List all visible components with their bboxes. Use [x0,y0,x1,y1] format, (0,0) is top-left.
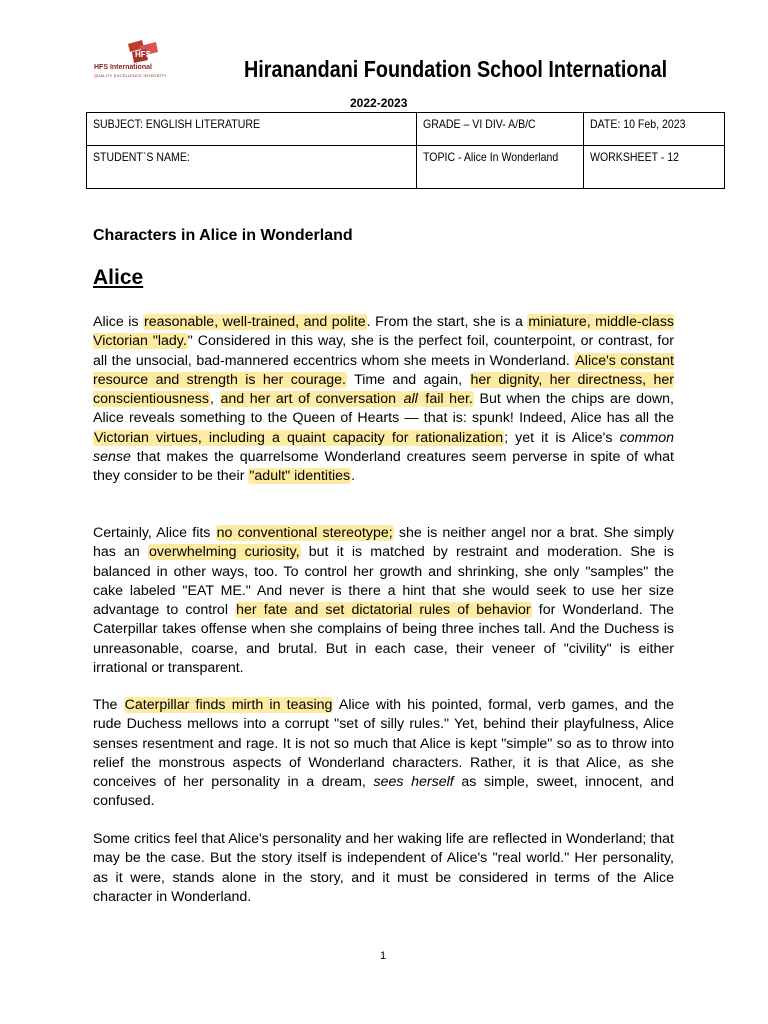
academic-year: 2022-2023 [350,96,408,110]
date-cell: DATE: 10 Feb, 2023 [583,113,724,146]
highlighted-text: and her art of conversation [220,391,402,408]
highlighted-text: overwhelming curiosity, [148,544,300,561]
paragraph-4 [93,830,674,907]
text-run: " Considered in this way, she is the perfect foil, counterpoint, or contrast, for all the unsocial, bad-mannered eccentrics whom she meets in Wonderland. [93,333,674,369]
info-row [87,113,725,146]
logo-subtext: QUALITY EXCELLENCE INTEGRITY [94,73,167,78]
text-run: But when the chips are down, Alice reveals something to the Queen of Hearts — that is: spunk! Indeed, Alice has all the [93,391,674,427]
svg-text:HFS: HFS [135,50,151,59]
text-run: as simple, sweet, innocent, and confused. [93,774,675,810]
text-run: Some critics feel that Alice's personality and her waking life are reflected in Wonderland; that may be the case. But the story itself is independent of Alice's "real world." Her personality, as it were, stands alone in the story, and it must be considered in terms of the Alice character in Wonderland. [93,831,674,905]
highlighted-text: fail her. [419,391,473,408]
text-run: The [93,697,124,713]
highlighted-text: her dignity, her directness, her conscientiousness [93,371,674,408]
topic-cell: TOPIC - Alice In Wonderland [417,146,584,189]
text-run: but it is matched by restraint and moderation. She is balanced in other ways, too. To control her growth and shrinking, she only "samples" the cake labeled "EAT ME." And never is there a hint that she would seek to use her size advantage to control [93,544,674,619]
paragraph-1 [93,313,674,487]
section-title: Characters in Alice in Wonderland [93,227,353,244]
highlighted-text: reasonable, well-trained, and polite [143,314,366,330]
text-run: . From the start, she is a [366,314,528,330]
student-name-cell[interactable]: STUDENT`S NAME: [87,146,417,189]
paragraph-2 [93,524,674,678]
text-run: , [209,391,220,408]
highlighted-text: miniature, middle-class Victorian "lady. [93,314,675,350]
text-run: Certainly, Alice fits [93,525,216,541]
worksheet-cell: WORKSHEET - 12 [583,146,724,189]
text-run: for Wonderland. The Caterpillar takes offense when she complains of being three inches tall. And the Duchess is unreasonable, coarse, and brutal. But in each case, their veneer of "civility" is either irrational or transparent. [93,602,674,677]
school-title: Hiranandani Foundation School International [244,56,668,82]
text-run: Alice with his pointed, formal, verb games, and the rude Duchess mellows into a corrupt "set of silly rules." Yet, behind their playfulness, Alice senses resentment and rage. It is not so much that Alice is kept "simple" so as to throw into relief the monstrous aspects of Wonderland characters. Rather, it is that Alice, as she conceives of her personality in a dream, [93,697,674,791]
highlighted-text: all [403,391,418,408]
text-run: sees herself [373,774,454,791]
highlighted-text: her fate and set dictatorial rules of behavior [236,602,531,619]
info-table [86,112,725,189]
text-run: that makes the quarrelsome Wonderland creatures seem perverse in spite of what they consider to be their [93,449,674,485]
hfs-logo-icon [122,40,164,64]
character-title: Alice [93,266,144,289]
text-run: she is neither angel nor a brat. She simply has an [93,525,675,561]
logo-text: HFS International [94,64,152,71]
school-logo [94,40,194,78]
text-run: Alice is [93,314,143,330]
subject-cell: SUBJECT: ENGLISH LITERATURE [87,113,417,146]
text-run: common sense [93,429,674,466]
highlighted-text: no conventional stereotype; [216,525,393,541]
page-number: 1 [380,950,387,962]
highlighted-text: Alice's constant resource and strength is her courage. [93,352,674,388]
highlighted-text: Victorian virtues, including a quaint capacity for rationalization [94,429,504,446]
text-run: ; yet it is Alice's [504,429,620,446]
grade-cell: GRADE – VI DIV- A/B/C [417,113,584,146]
highlighted-text: "adult" identities [249,468,351,485]
info-row [87,146,725,189]
paragraph-3 [93,696,674,812]
text-run: Time and again, [346,371,470,388]
highlighted-text: Caterpillar finds mirth in teasing [124,697,333,713]
text-run: . [351,468,356,485]
